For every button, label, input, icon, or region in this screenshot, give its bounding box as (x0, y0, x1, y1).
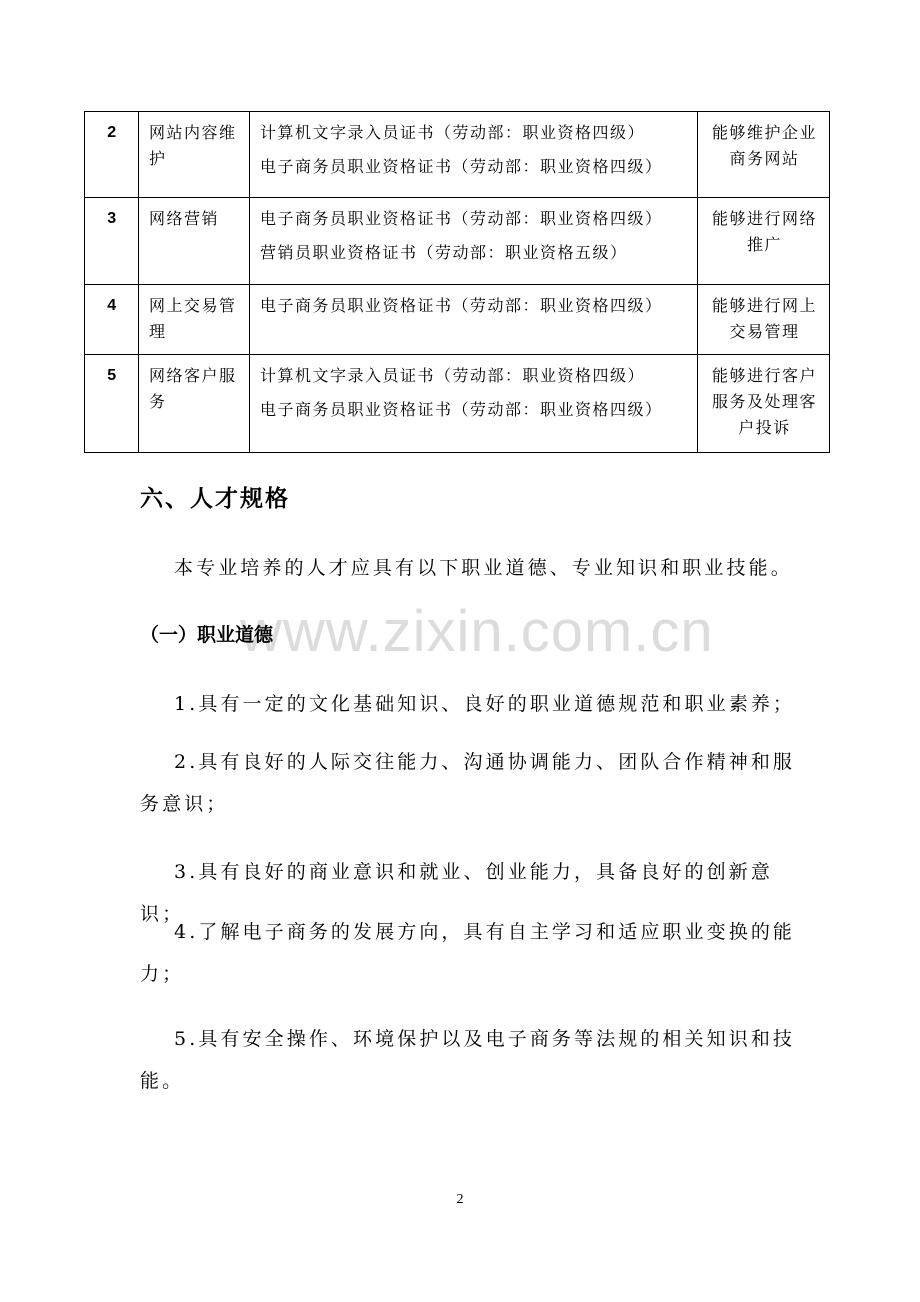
certificate-line: 营销员职业资格证书（劳动部：职业资格五级） (260, 243, 628, 262)
row-number: 5 (85, 355, 139, 453)
certificate-line: 计算机文字录入员证书（劳动部：职业资格四级） (260, 123, 646, 142)
certificate-line: 电子商务员职业资格证书（劳动部：职业资格四级） (260, 157, 663, 176)
certificates-cell (250, 198, 698, 285)
ethics-item: 4.了解电子商务的发展方向，具有自主学习和适应职业变换的能力； (140, 921, 796, 985)
watermark: www.zixin.com.cn (240, 599, 714, 664)
ethics-item: 2.具有良好的人际交往能力、沟通协调能力、团队合作精神和服务意识； (140, 751, 796, 815)
certificates-cell (250, 285, 698, 355)
certificate-line: 电子商务员职业资格证书（劳动部：职业资格四级） (260, 209, 663, 228)
row-number: 3 (85, 198, 139, 285)
subsection-title: （一）职业道德 (140, 624, 274, 646)
certificate-line: 计算机文字录入员证书（劳动部：职业资格四级） (260, 366, 646, 385)
ability-requirement: 能够进行网上交易管理 (698, 285, 830, 355)
ethics-item: 5.具有安全操作、环境保护以及电子商务等法规的相关知识和技能。 (140, 1028, 796, 1092)
ethics-item: 1.具有一定的文化基础知识、良好的职业道德规范和职业素养； (174, 693, 796, 715)
table-row (85, 198, 830, 285)
section-title: 六、人才规格 (140, 486, 290, 512)
job-item: 网站内容维护 (139, 112, 250, 198)
certificates-cell (250, 112, 698, 198)
ability-requirement: 能够进行网络推广 (698, 198, 830, 285)
certificate-line: 电子商务员职业资格证书（劳动部：职业资格四级） (260, 296, 663, 315)
job-item: 网上交易管理 (139, 285, 250, 355)
intro-paragraph: 本专业培养的人才应具有以下职业道德、专业知识和职业技能。 (174, 557, 793, 579)
certificate-line: 电子商务员职业资格证书（劳动部：职业资格四级） (260, 400, 663, 419)
ability-requirement: 能够维护企业商务网站 (698, 112, 830, 198)
row-number: 2 (85, 112, 139, 198)
ability-requirement: 能够进行客户服务及处理客户投诉 (698, 355, 830, 453)
table-row (85, 112, 830, 198)
table-row (85, 355, 830, 453)
table-row (85, 285, 830, 355)
ethics-item: 3.具有良好的商业意识和就业、创业能力，具备良好的创新意识； (140, 861, 773, 925)
certificate-table (84, 111, 830, 453)
certificates-cell (250, 355, 698, 453)
job-item: 网络营销 (139, 198, 250, 285)
job-item: 网络客户服务 (139, 355, 250, 453)
row-number: 4 (85, 285, 139, 355)
page-number: 2 (456, 1192, 464, 1207)
